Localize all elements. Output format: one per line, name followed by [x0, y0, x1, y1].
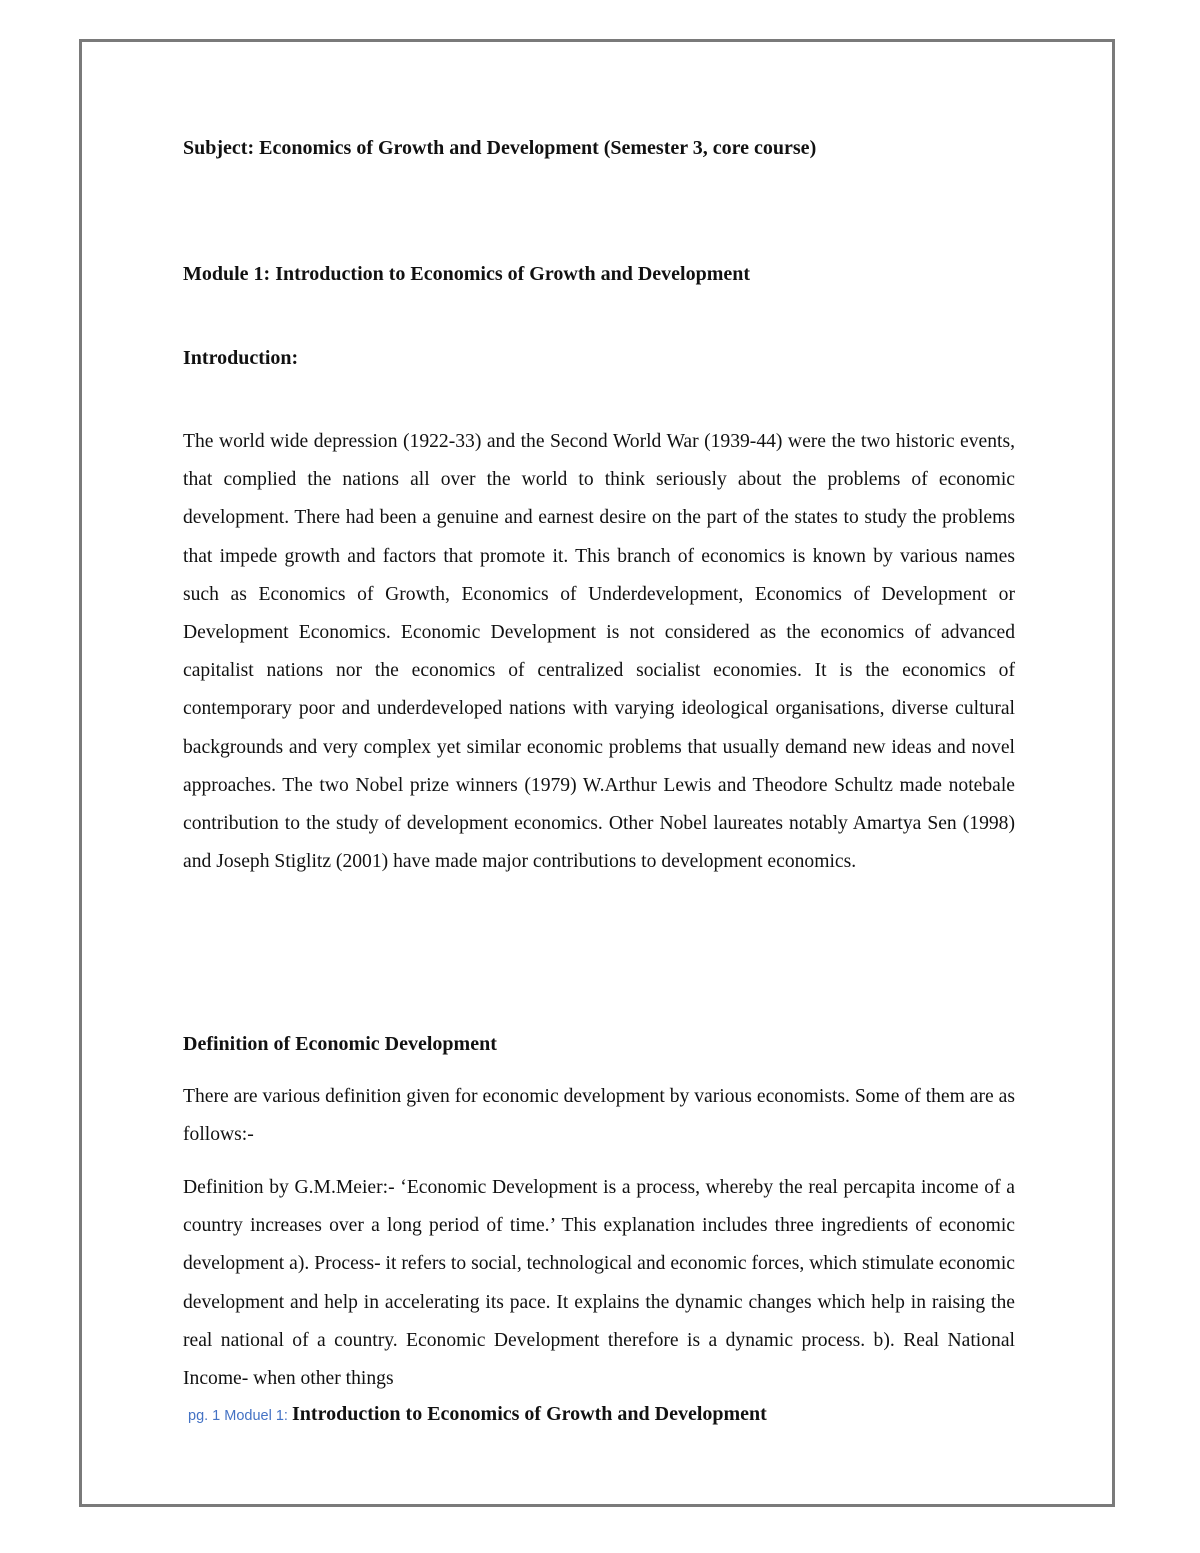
footer-title: Introduction to Economics of Growth and Development — [292, 1403, 767, 1425]
footer-page-label: pg. 1 Moduel 1: — [188, 1408, 292, 1424]
definition-paragraph-1: There are various definition given for economic development by various economists. Some of them are as follows:- — [183, 1086, 1015, 1146]
page-footer — [188, 1403, 767, 1426]
subject-heading: Subject: Economics of Growth and Development (Semester 3, core course) — [183, 137, 817, 159]
introduction-paragraph: The world wide depression (1922-33) and the Second World War (1939-44) were the two historic events, that complied the nations all over the world to think seriously about the problems of economic development. There had been a genuine and earnest desire on the part of the states to study the problems that impede growth and factors that promote it. This branch of economics is known by various names such as Economics of Growth, Economics of Underdevelopment, Economics of Development or Development Economics. Economic Development is not considered as the economics of advanced capitalist nations nor the economics of centralized socialist economies. It is the economics of contemporary poor and underdeveloped nations with varying ideological organisations, diverse cultural backgrounds and very complex yet similar economic problems that usually demand new ideas and novel approaches. The two Nobel prize winners (1979) W.Arthur Lewis and Theodore Schultz made notebale contribution to the study of development economics. Other Nobel laureates notably Amartya Sen (1998) and Joseph Stiglitz (2001) have made major contributions to development economics. — [183, 431, 1015, 873]
definition-heading: Definition of Economic Development — [183, 1033, 497, 1055]
module-title: Module 1: Introduction to Economics of Growth and Development — [183, 263, 751, 285]
introduction-heading: Introduction: — [183, 347, 299, 369]
definition-paragraph-2: Definition by G.M.Meier:- ‘Economic Development is a process, whereby the real percapita income of a country increases over a long period of time.’ This explanation includes three ingredients of economic development a). Process- it refers to social, technological and economic forces, which stimulate economic development and help in accelerating its pace. It explains the dynamic changes which help in raising the real national of a country. Economic Development therefore is a dynamic process. b). Real National Income- when other things — [183, 1177, 1015, 1390]
